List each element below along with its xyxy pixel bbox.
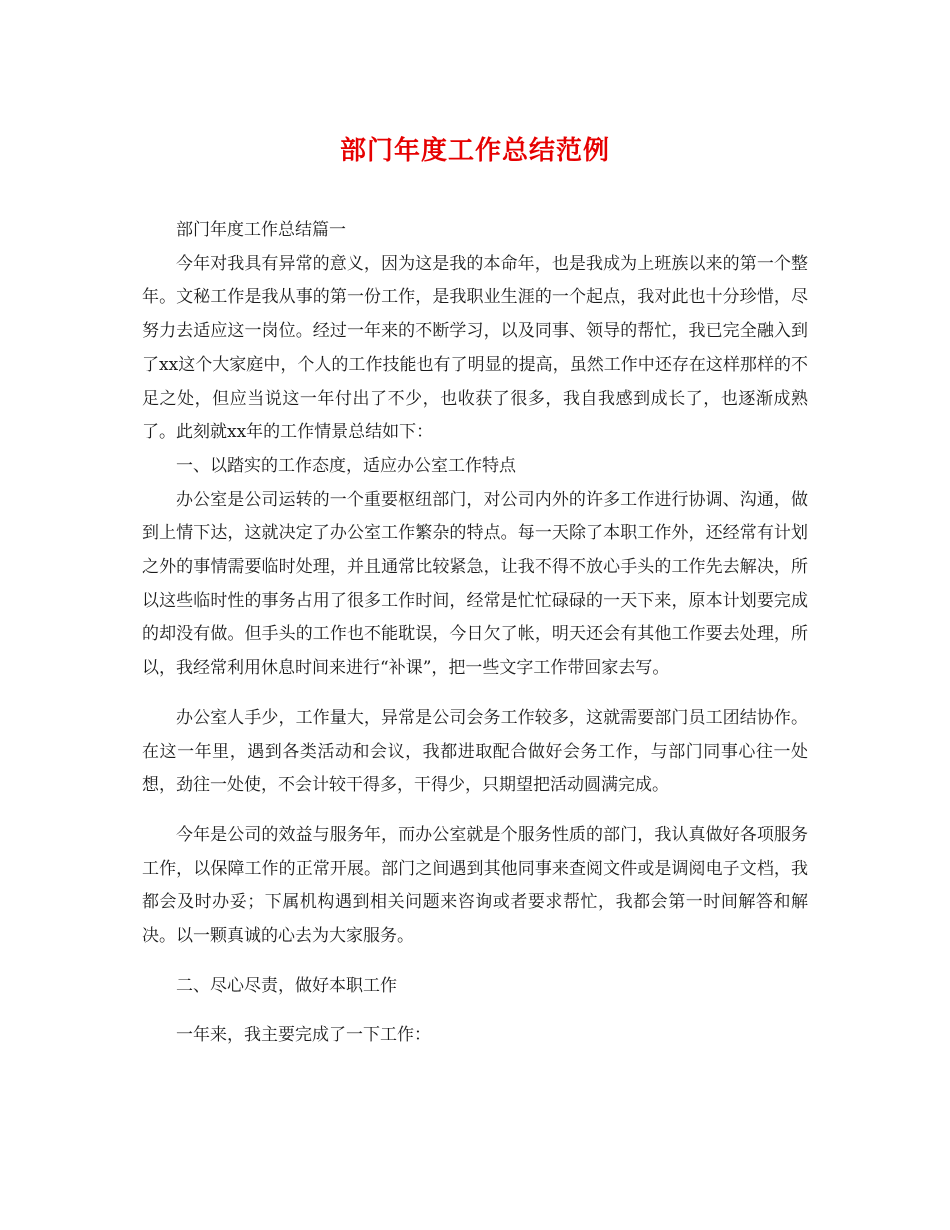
paragraph-gap <box>142 954 808 970</box>
paragraph-gap <box>142 1003 808 1019</box>
paragraph-gap <box>142 686 808 702</box>
paragraph-intro: 今年对我具有异常的意义，因为这是我的本命年，也是我成为上班族以来的第一个整年。文秘工作是我从事的第一份工作，是我职业生涯的一个起点，我对此也十分珍惜，尽努力去适应这一岗位。经过一年来的不断学习，以及同事、领导的帮忙，我已完全融入到了xx这个大家庭中，个人的工作技能也有了明显的提高，虽然工作中还存在这样那样的不足之处，但应当说这一年付出了不少，也收获了很多，我自我感到成长了，也逐渐成熟了。此刻就xx年的工作情景总结如下： <box>142 253 808 443</box>
paragraph-work-list-intro: 一年来，我主要完成了一下工作： <box>176 1025 431 1046</box>
document-title: 部门年度工作总结范例 <box>339 136 610 166</box>
paragraph-gap <box>142 803 808 819</box>
paragraph-office-hub: 办公室是公司运转的一个重要枢纽部门，对公司内外的许多工作进行协调、沟通，做到上情下达，这就决定了办公室工作繁杂的特点。每一天除了本职工作外，还经常有计划之外的事情需要临时处理，并且通常比较紧急，让我不得不放心手头的工作先去解决，所以这些临时性的事务占用了很多工作时间，经常是忙忙碌碌的一天下来，原本计划要完成的却没有做。但手头的工作也不能耽误，今日欠了帐，明天还会有其他工作要去处理，所以，我经常利用休息时间来进行“补课”，把一些文字工作带回家去写。 <box>142 489 808 679</box>
document-page <box>142 128 808 1053</box>
section-subtitle: 部门年度工作总结篇一 <box>176 220 346 240</box>
section-heading-2: 二、尽心尽责，做好本职工作 <box>176 975 397 996</box>
paragraph-teamwork: 办公室人手少，工作量大，异常是公司会务工作较多，这就需要部门员工团结协作。在这一年里，遇到各类活动和会议，我都进取配合做好会务工作，与部门同事心往一处想，劲往一处使，不会计较干得多，干得少，只期望把活动圆满完成。 <box>142 707 808 796</box>
section-heading-1: 一、以踏实的工作态度，适应办公室工作特点 <box>176 455 516 476</box>
paragraph-service: 今年是公司的效益与服务年，而办公室就是个服务性质的部门，我认真做好各项服务工作，以保障工作的正常开展。部门之间遇到其他同事来查阅文件或是调阅电子文档，我都会及时办妥；下属机构遇到相关问题来咨询或者要求帮忙，我都会第一时间解答和解决。以一颗真诚的心去为大家服务。 <box>142 824 808 947</box>
